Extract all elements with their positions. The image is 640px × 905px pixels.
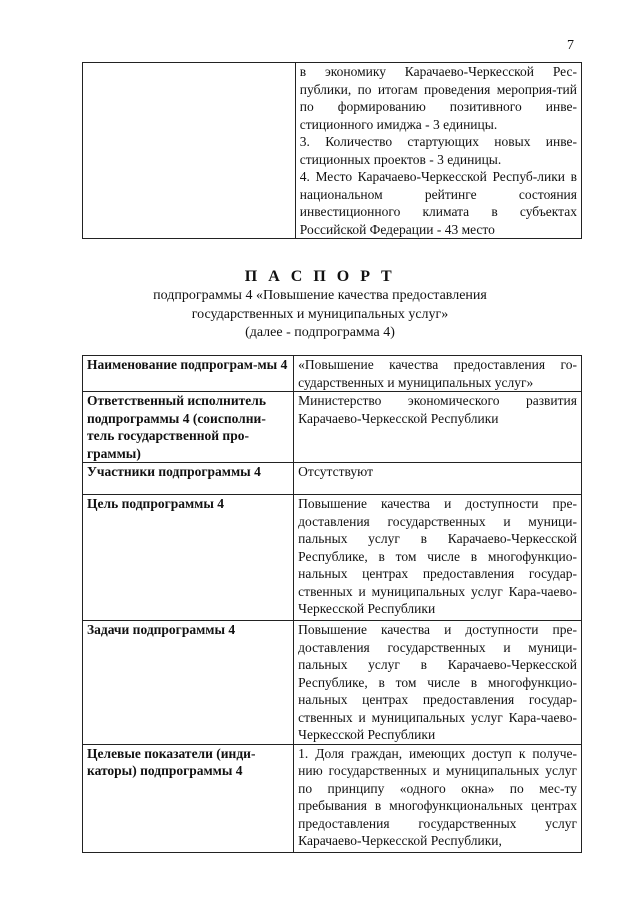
- table-row: [83, 495, 582, 621]
- continuation-left-cell: [83, 63, 296, 239]
- row-value: [294, 463, 582, 495]
- continuation-paragraph: 4. Место Карачаево-Черкесской Респуб-лики в национальном рейтинге состояния инвестиционного климата в субъектах Российской Федерации - 43 место: [299, 169, 577, 237]
- row-value-text: Повышение качества и доступности пре-доставления государственных и муници-пальных услуг в Карачаево-Черкесской Республике, в том числе в многофункцио-нальных центрах предоставления государ-ственных и муниципальных услуг Кара-чаево-Черкесской Республики: [298, 496, 577, 616]
- continuation-table: [82, 62, 582, 239]
- row-value: [294, 392, 582, 463]
- passport-heading: [0, 267, 640, 343]
- passport-subtitle-line: государственных и муниципальных услуг»: [191, 306, 449, 322]
- row-value: [294, 744, 582, 852]
- row-label: Наименование подпрограм-мы 4: [83, 356, 294, 392]
- row-label: Ответственный исполнитель подпрограммы 4 (соисполни-тель государственной про-граммы): [83, 392, 294, 463]
- page-number: 7: [567, 38, 574, 53]
- table-row: [83, 744, 582, 852]
- row-label: Задачи подпрограммы 4: [83, 621, 294, 745]
- row-value-text: Отсутствуют: [298, 464, 373, 479]
- table-row: [83, 463, 582, 495]
- passport-title: П А С П О Р Т: [244, 268, 396, 285]
- row-value-text: 1. Доля граждан, имеющих доступ к получе-нию государственных и муниципальных услуг по принципу «одного окна» по мес-ту пребывания в многофункциональных центрах предоставления государственных услуг Карачаево-Черкесской Республики,: [298, 745, 577, 848]
- table-row: [83, 356, 582, 392]
- passport-table: [82, 355, 582, 853]
- row-value-text: «Повышение качества предоставления го-сударственных и муниципальных услуг»: [298, 357, 577, 390]
- row-value-text: Повышение качества и доступности пре-доставления государственных и муници-пальных услуг в Карачаево-Черкесской Республике, в том числе в многофункцио-нальных центрах предоставления государ-ственных и муниципальных услуг Кара-чаево-Черкесской Республики: [298, 622, 577, 742]
- row-label: Целевые показатели (инди-каторы) подпрограммы 4: [83, 744, 294, 852]
- passport-subtitle-line: подпрограммы 4 «Повышение качества предоставления: [153, 288, 487, 303]
- row-value-text: Министерство экономического развития Карачаево-Черкесской Республики: [298, 393, 577, 426]
- row-value: [294, 495, 582, 621]
- passport-subtitle-line: (далее - подпрограмма 4): [245, 325, 395, 340]
- continuation-paragraph: 3. Количество стартующих новых инве-стиционных проектов - 3 единицы.: [299, 134, 577, 167]
- row-label: Цель подпрограммы 4: [83, 495, 294, 621]
- table-row: [83, 621, 582, 745]
- row-label: Участники подпрограммы 4: [83, 463, 294, 495]
- row-value: [294, 356, 582, 392]
- row-value: [294, 621, 582, 745]
- continuation-right-cell: [295, 63, 581, 239]
- table-row: [83, 392, 582, 463]
- continuation-paragraph: в экономику Карачаево-Черкесской Рес-публики, по итогам проведения мероприя-тий по формированию позитивного инве-стиционного имиджа - 3 единицы.: [299, 64, 577, 132]
